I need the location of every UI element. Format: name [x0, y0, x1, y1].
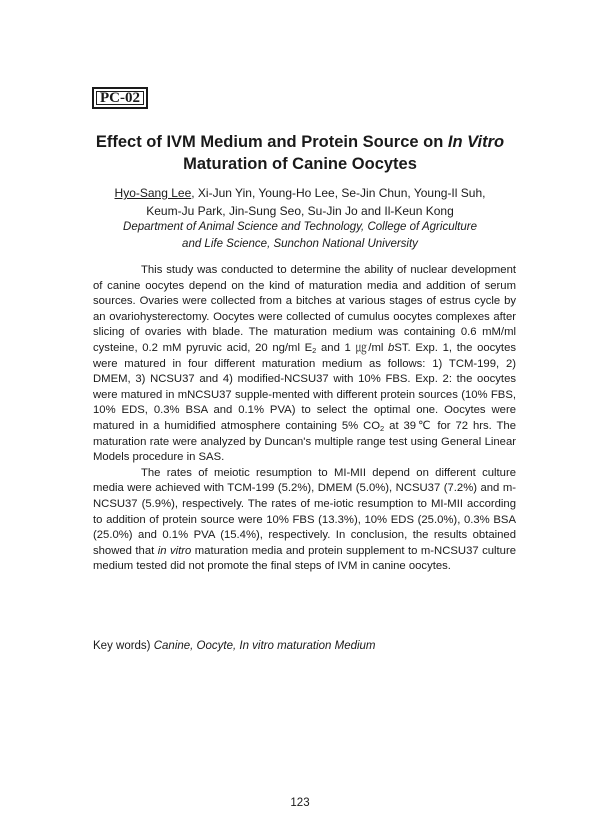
keywords-terms: Canine, Oocyte, In vitro maturation Medium — [153, 640, 376, 652]
title-italic: In Vitro — [447, 133, 505, 151]
affiliation-line-2: and Life Science, Sunchon National University — [182, 238, 418, 250]
presentation-code: PC-02 — [100, 90, 140, 106]
abstract-paragraph-2: The rates of meiotic resumption to MI-MII depend on different culture media were achieved with TCM-199 (5.2%), DMEM (5.0%), NCSU37 (7.2%) and m-NCSU37 (5.9%), respectively. The rates of me-iotic resumption to MI-MII according to addition of protein source were 10% FBS (13.3%), 10% EDS (25.0%), 0.3% BSA (25.0%) and 0.1% PVA (15.4%), respectively. In conclusion, the results obtained showed that in vitro maturation media and protein supplement to m-NCSU37 culture medium tested did not promote the final steps of IVM in canine oocytes. — [93, 466, 517, 573]
affiliation-line-1: Department of Animal Science and Technology, College of Agriculture — [123, 221, 477, 233]
keywords-label: Key words) — [93, 640, 154, 652]
page-number: 123 — [290, 797, 310, 809]
abstract-body — [93, 263, 516, 575]
authors-line-2: Keum-Ju Park, Jin-Sung Seo, Su-Jin Jo and Il-Keun Kong — [146, 204, 454, 218]
abstract-paragraph-1: This study was conducted to determine the ability of nuclear development of canine oocytes depend on the kind of maturation media and addition of serum sources. Ovaries were collected from a bitches at various stages of estrus cycle by an ovariohysterectomy. Oocytes were collected of cumulus oocytes complexes after slicing of ovaries with blade. The maturation medium was containing 0.6 mM/ml cysteine, 0.2 mM pyruvic acid, 20 ng/ml $E_2$ and 1 ㎍/ml bST. Exp. 1, the oocytes were matured in four different maturation medium as follows: 1) TCM-199, 2) DMEM, 3) NCSU37 and 4) modified-NCSU37 with 10% FBS. Exp. 2: the oocytes were matured in mNCSU37 supple-mented with different protein sources (10% FBS, 10% EDS, 0.3% BSA and 0.1% PVA) to select the optimal one. Oocytes were matured in a humidified atmosphere containing 5% $CO_2$ at 39℃ for 72 hrs. The maturation rate were analyzed by Duncan's multiple range test using General Linear Models procedure in SAS. — [93, 264, 517, 464]
title-line-2: Maturation of Canine Oocytes — [183, 155, 417, 173]
keywords — [93, 638, 516, 654]
paper-title — [40, 131, 560, 175]
authors-line-1: Hyo-Sang Lee, Xi-Jun Yin, Young-Ho Lee, Se-Jin Chun, Young-Il Suh, — [114, 186, 486, 200]
affiliation — [40, 219, 560, 253]
presenting-author: Hyo-Sang Lee — [114, 186, 192, 200]
presentation-code-box — [92, 87, 148, 109]
title-line-1: Effect of IVM Medium and Protein Source on In Vitro — [95, 133, 505, 151]
author-list — [40, 184, 560, 220]
